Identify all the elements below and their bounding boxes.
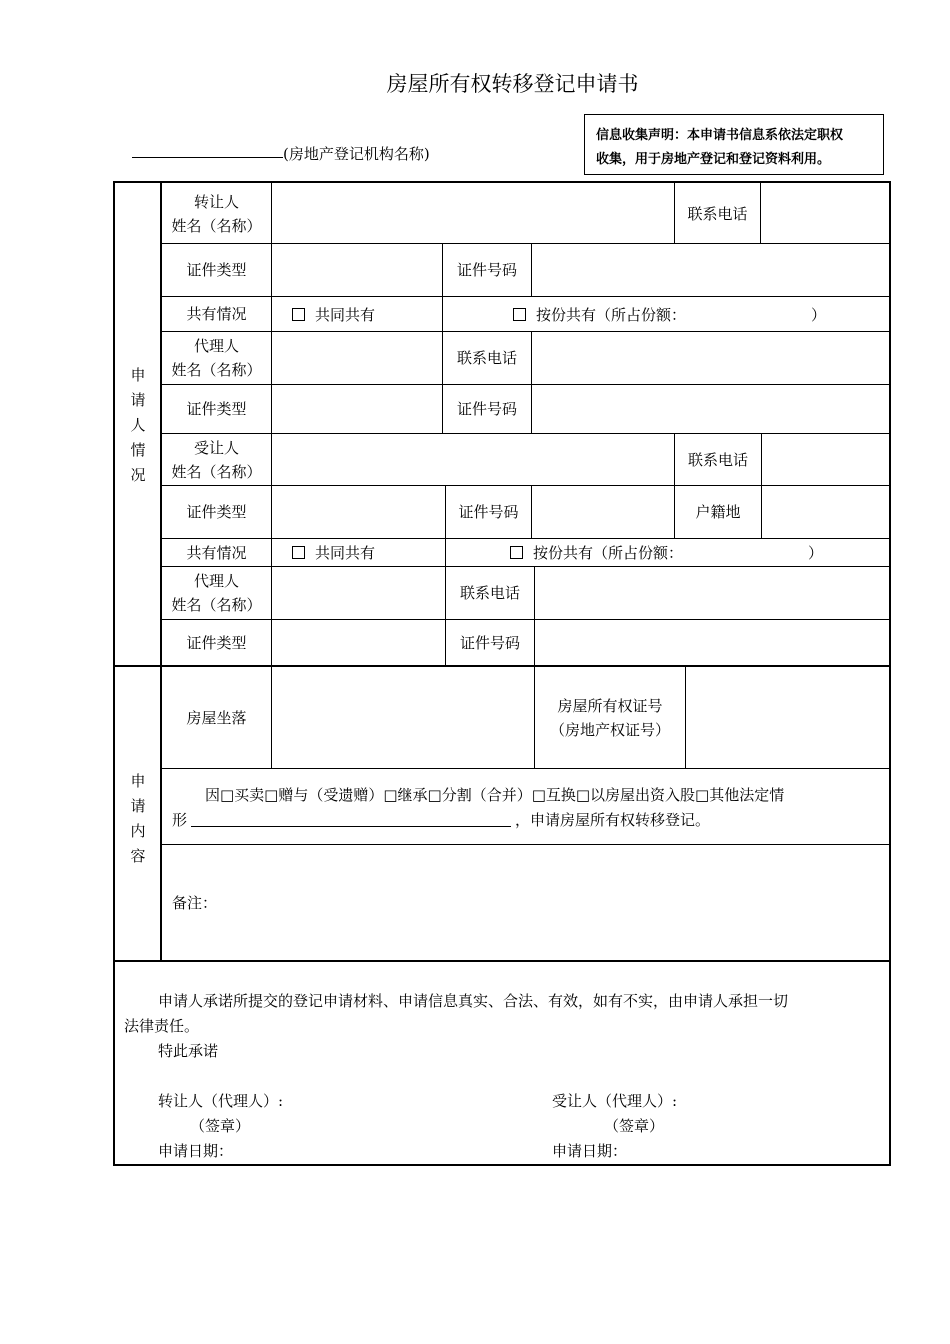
transferee-name-label (162, 434, 271, 485)
transferee-id-type-label: 证件类型 (186, 503, 247, 521)
household-field[interactable] (762, 486, 890, 538)
transferee-phone-field[interactable] (762, 434, 890, 485)
pledge-line-2: 法律责任。 (124, 1017, 200, 1035)
agent-phone-field[interactable] (532, 332, 890, 384)
reason-prefix: 形 (172, 811, 188, 829)
transferee-agent-id-type-field[interactable] (272, 620, 445, 665)
transferor-share-option[interactable] (513, 297, 686, 331)
applicant-section-label (115, 363, 161, 488)
checkbox-icon[interactable] (513, 308, 526, 321)
transferee-agent-name-label (162, 567, 271, 619)
name-suffix-label: 姓名（名称） (171, 361, 262, 379)
transferee-seal-label: （签章） (604, 1117, 665, 1135)
certificate-number-label (535, 667, 685, 768)
transferee-id-number-label: 证件号码 (458, 503, 519, 521)
row-divider (161, 768, 890, 769)
pledge-line-1: 申请人承诺所提交的登记申请材料、申请信息真实、合法、有效，如有不实，由申请人承担一切 (158, 992, 789, 1010)
transferee-date-label: 申请日期： (552, 1142, 628, 1160)
name-suffix-label: 姓名（名称） (171, 462, 262, 481)
transferee-agent-phone-field[interactable] (535, 567, 890, 619)
transferee-phone-label: 联系电话 (687, 450, 748, 469)
agent-phone-label: 联系电话 (456, 349, 517, 367)
agent-id-type-field[interactable] (272, 385, 442, 433)
transferee-name-field[interactable] (272, 434, 674, 485)
applicant-section-text: 申请人情况 (130, 366, 146, 484)
transferor-coownership-label: 共有情况 (186, 305, 247, 323)
transferor-joint-option[interactable] (292, 297, 375, 331)
transferor-id-type-field[interactable] (272, 244, 442, 296)
agent-id-number-field[interactable] (532, 385, 890, 433)
checkbox-icon[interactable] (510, 546, 523, 559)
transferee-share-option[interactable] (510, 539, 683, 566)
property-location-field[interactable] (272, 667, 534, 768)
name-suffix-label: 姓名（名称） (171, 596, 262, 614)
transferee-agent-name-field[interactable] (272, 567, 445, 619)
cert-label-line-2: （房地产权证号） (549, 720, 670, 739)
transferee-id-number-field[interactable] (532, 486, 674, 538)
share-close-paren: ） (808, 544, 824, 562)
agent-id-type-label: 证件类型 (186, 400, 247, 418)
name-suffix-label: 姓名（名称） (171, 216, 262, 235)
transferee-agent-id-number-field[interactable] (535, 620, 890, 665)
page-title: 房屋所有权转移登记申请书 (386, 72, 639, 96)
transferor-id-number-label: 证件号码 (456, 261, 517, 279)
share-close-paren: ） (811, 305, 827, 324)
property-location-label: 房屋坐落 (186, 708, 247, 727)
section-divider-h (114, 960, 891, 962)
transferee-signature-label: 受让人（代理人）: (552, 1092, 678, 1110)
remarks-label: 备注： (172, 894, 218, 912)
reason-suffix: ，申请房屋所有权转移登记。 (515, 811, 711, 829)
cert-label-line-1: 房屋所有权证号 (557, 696, 663, 715)
transferee-joint-option[interactable] (292, 539, 375, 566)
transferor-signature-label: 转让人（代理人）: (158, 1092, 284, 1110)
transfer-reason-line-1: 因□买卖□赠与（受遗赠）□继承□分割（合并）□互换□以房屋出资入股□其他法定情 (205, 786, 785, 804)
transferor-id-type-label: 证件类型 (186, 261, 247, 279)
transferor-date-label: 申请日期： (158, 1142, 234, 1160)
info-collection-notice (584, 114, 884, 175)
row-divider (161, 844, 890, 845)
checkbox-icon[interactable] (292, 546, 305, 559)
joint-own-text: 共同共有 (315, 305, 376, 324)
agent-id-number-label: 证件号码 (456, 400, 517, 418)
other-reason-blank[interactable] (191, 812, 511, 827)
checkbox-icon[interactable] (292, 308, 305, 321)
transferor-phone-field[interactable] (761, 184, 890, 243)
agent-label-line: 代理人 (193, 572, 239, 590)
remarks-field[interactable] (220, 850, 888, 958)
share-own-text: 按份共有（所占份额： (533, 544, 684, 562)
transferee-agent-id-number-label: 证件号码 (459, 633, 520, 652)
transferor-name-label (162, 184, 271, 243)
transfer-reason-line-2 (172, 808, 710, 833)
transferee-agent-phone-label: 联系电话 (459, 584, 520, 602)
transferee-coownership-label: 共有情况 (186, 543, 247, 562)
transferor-id-number-field[interactable] (532, 244, 890, 296)
transferee-label-line: 受让人 (193, 438, 239, 457)
agency-name-label: (房地产登记机构名称) (283, 145, 430, 163)
notice-line-1: 信息收集声明：本申请书信息系依法定职权 (596, 128, 844, 143)
share-own-text: 按份共有（所占份额： (536, 305, 687, 324)
certificate-number-field[interactable] (686, 667, 890, 768)
agent-name-label (162, 332, 271, 384)
household-label: 户籍地 (695, 503, 741, 521)
pledge-line-3: 特此承诺 (158, 1042, 219, 1060)
transferor-label-line: 转让人 (193, 192, 239, 211)
agent-label-line: 代理人 (193, 337, 239, 355)
notice-line-2: 收集，用于房地产登记和登记资料利用。 (596, 152, 831, 167)
joint-own-text: 共同共有 (315, 544, 376, 562)
content-section-text: 申请内容 (130, 772, 146, 865)
transferor-name-field[interactable] (272, 184, 674, 243)
transferee-id-type-field[interactable] (272, 486, 445, 538)
transferee-agent-id-type-label: 证件类型 (186, 633, 247, 652)
agent-name-field[interactable] (272, 332, 442, 384)
transferor-phone-label: 联系电话 (687, 204, 748, 223)
content-section-label (115, 769, 161, 869)
transferor-seal-label: （签章） (190, 1117, 251, 1135)
agency-name-blank[interactable] (132, 157, 283, 158)
